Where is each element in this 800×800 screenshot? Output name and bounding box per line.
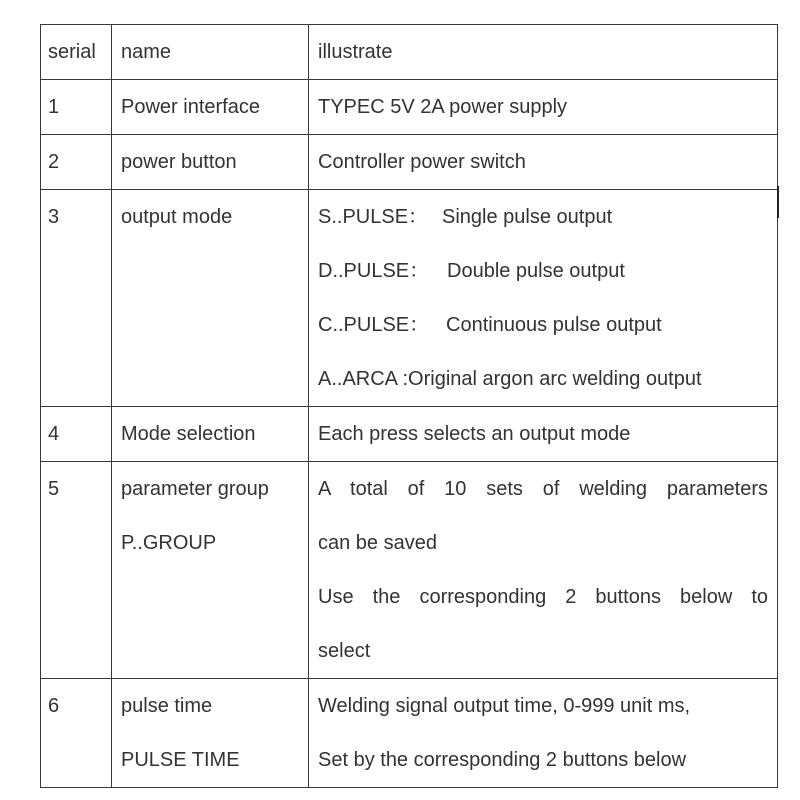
serial-cell: 2 [41,135,112,190]
illustrate-line: Controller power switch [318,151,526,173]
illustrate-line: TYPEC 5V 2A power supply [318,96,568,118]
illustrate-cell [309,462,778,679]
name-cell [112,462,309,679]
mode-code: D..PULSE： [318,260,430,282]
name-line: PULSE TIME [121,749,240,771]
serial-cell: 1 [41,80,112,135]
name-line: Mode selection [121,423,256,445]
table-row [41,407,778,462]
mode-description: Double pulse output [447,260,625,282]
mode-line [318,190,768,244]
name-cell [112,190,309,407]
header-illustrate: illustrate [309,25,778,80]
illustrate-cell [309,407,778,462]
name-line: P..GROUP [121,532,217,554]
name-line: Power interface [121,96,260,118]
name-cell [112,80,309,135]
illustrate-line: select [318,640,371,662]
illustrate-line: can be saved [318,532,437,554]
illustrate-line: A total of 10 sets of welding parameters [318,478,768,500]
table-row [41,190,778,407]
mode-description: Single pulse output [442,206,613,228]
name-line: pulse time [121,695,213,717]
table-row [41,135,778,190]
serial-cell: 4 [41,407,112,462]
name-cell [112,135,309,190]
serial-cell: 5 [41,462,112,679]
table-row [41,462,778,679]
mode-description: Continuous pulse output [446,314,662,336]
header-serial: serial [41,25,112,80]
illustrate-line: Use the corresponding 2 buttons below to [318,586,768,608]
illustrate-line: Welding signal output time, 0-999 unit ms, [318,695,691,717]
spec-table [40,24,778,788]
mode-line [318,298,768,352]
illustrate-line: A..ARCA :Original argon arc welding output [318,368,702,390]
header-row [41,25,778,80]
mode-code: S..PULSE： [318,206,429,228]
name-line: power button [121,151,237,173]
text-cursor-mark [777,186,779,218]
name-line: parameter group [121,478,269,500]
illustrate-cell [309,80,778,135]
mode-line [318,244,768,298]
name-line: output mode [121,206,233,228]
table-row [41,80,778,135]
illustrate-cell [309,190,778,407]
name-cell [112,407,309,462]
header-name: name [112,25,309,80]
illustrate-line: Each press selects an output mode [318,423,631,445]
illustrate-line: Set by the corresponding 2 buttons below [318,749,687,771]
illustrate-cell [309,679,778,788]
table-row [41,679,778,788]
serial-cell: 3 [41,190,112,407]
illustrate-cell [309,135,778,190]
mode-code: C..PULSE： [318,314,430,336]
serial-cell: 6 [41,679,112,788]
name-cell [112,679,309,788]
